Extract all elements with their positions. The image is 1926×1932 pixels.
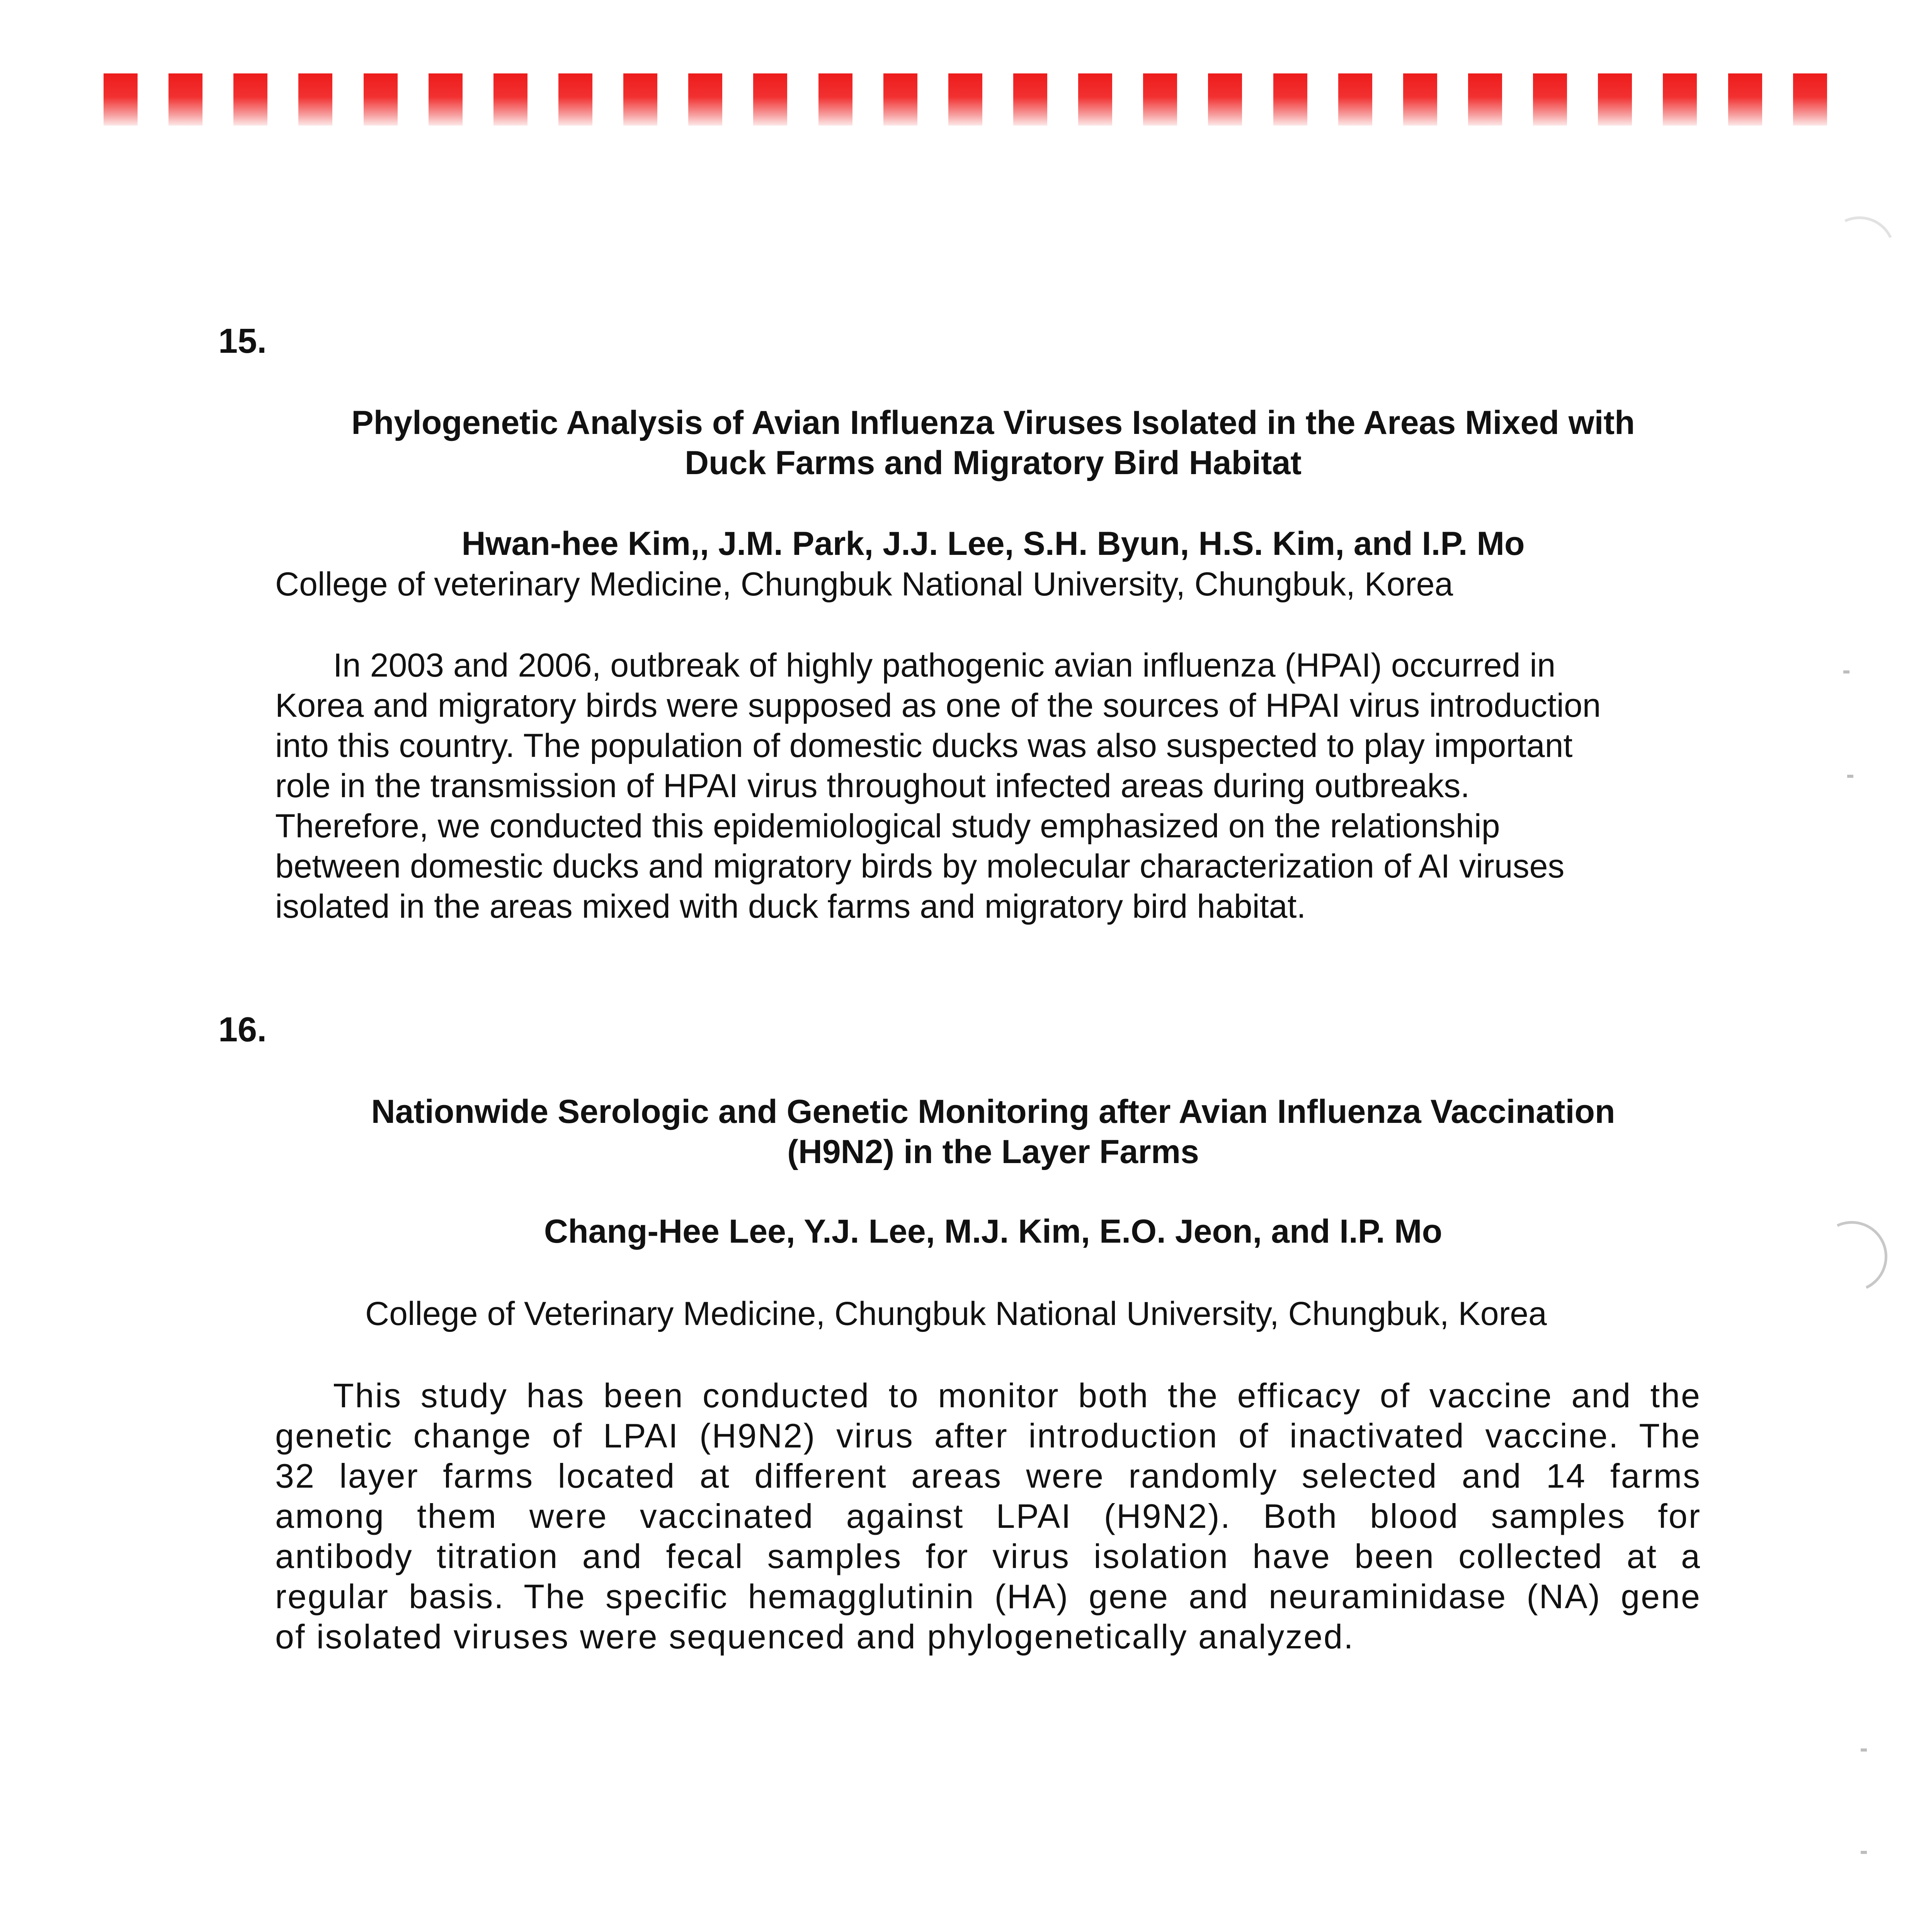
- header-tab: [298, 73, 332, 126]
- abstract-line: into this country. The population of domestic ducks was also suspected to play important: [275, 727, 1573, 764]
- header-tab: [1403, 73, 1437, 126]
- binder-hole-mark: [1814, 206, 1905, 298]
- abstract-line: This study has been conducted to monitor both the efficacy of vaccine and the: [333, 1376, 1701, 1415]
- title-line: (H9N2) in the Layer Farms: [787, 1133, 1199, 1170]
- header-tab: [623, 73, 657, 126]
- header-tab: [1273, 73, 1307, 126]
- abstract-line: isolated in the areas mixed with duck farms and migratory bird habitat.: [275, 888, 1306, 925]
- abstract-line: genetic change of LPAI (H9N2) virus after introduction of inactivated vaccine. The: [275, 1417, 1701, 1455]
- header-tab: [1663, 73, 1697, 126]
- header-tab: [688, 73, 722, 126]
- header-tab: [558, 73, 592, 126]
- header-tab: [818, 73, 852, 126]
- section-abstract: [275, 1376, 1701, 1657]
- header-tab: [948, 73, 982, 126]
- header-tab: [1338, 73, 1372, 126]
- header-tab: [1078, 73, 1112, 126]
- abstract-line: 32 layer farms located at different areas were randomly selected and 14 farms: [275, 1457, 1701, 1495]
- abstract-line: of isolated viruses were sequenced and phylogenetically analyzed.: [275, 1617, 1354, 1656]
- edge-mark: [1861, 1851, 1867, 1854]
- section-affiliation: College of Veterinary Medicine, Chungbuk National University, Chungbuk, Korea: [365, 1295, 1547, 1332]
- header-tab: [1598, 73, 1632, 126]
- section-authors: Chang-Hee Lee, Y.J. Lee, M.J. Kim, E.O. Jeon, and I.P. Mo: [544, 1213, 1443, 1250]
- title-line: Duck Farms and Migratory Bird Habitat: [684, 444, 1302, 481]
- header-tab: [1013, 73, 1047, 126]
- header-tab: [1208, 73, 1242, 126]
- abstract-line: among them were vaccinated against LPAI (H9N2). Both blood samples for: [275, 1497, 1701, 1535]
- header-tab: [168, 73, 202, 126]
- header-tab: [1468, 73, 1502, 126]
- abstract-line: In 2003 and 2006, outbreak of highly pathogenic avian influenza (HPAI) occurred in: [333, 647, 1556, 684]
- section-number: 16.: [218, 1010, 267, 1049]
- edge-mark: [1861, 1748, 1867, 1752]
- section-number: 15.: [218, 322, 267, 361]
- binder-hole-mark: [1806, 1211, 1897, 1302]
- section-authors: Hwan-hee Kim,, J.M. Park, J.J. Lee, S.H. Byun, H.S. Kim, and I.P. Mo: [461, 525, 1525, 562]
- abstract-line: between domestic ducks and migratory birds by molecular characterization of AI viruses: [275, 848, 1565, 885]
- section-title: [271, 1092, 1716, 1172]
- title-line: Nationwide Serologic and Genetic Monitoring after Avian Influenza Vaccination: [371, 1093, 1615, 1130]
- header-tab: [364, 73, 398, 126]
- header-tab: [233, 73, 267, 126]
- edge-mark: [1843, 670, 1849, 673]
- header-tab-strip: [104, 73, 1827, 126]
- abstract-line: Therefore, we conducted this epidemiological study emphasized on the relationship: [275, 808, 1500, 845]
- section-title: [271, 403, 1716, 483]
- section-abstract: [275, 645, 1705, 927]
- title-line: Phylogenetic Analysis of Avian Influenza Viruses Isolated in the Areas Mixed with: [351, 404, 1635, 441]
- header-tab: [883, 73, 917, 126]
- header-tab: [1533, 73, 1567, 126]
- abstract-line: Korea and migratory birds were supposed as one of the sources of HPAI virus introduction: [275, 687, 1601, 724]
- header-tab: [1793, 73, 1827, 126]
- header-tab: [1143, 73, 1177, 126]
- edge-mark: [1847, 775, 1853, 778]
- abstract-line: regular basis. The specific hemagglutinin (HA) gene and neuraminidase (NA) gene: [275, 1577, 1701, 1616]
- header-tab: [1728, 73, 1762, 126]
- header-tab: [429, 73, 463, 126]
- header-tab: [753, 73, 787, 126]
- abstract-line: antibody titration and fecal samples for virus isolation have been collected at a: [275, 1537, 1701, 1575]
- header-tab: [493, 73, 527, 126]
- section-affiliation: College of veterinary Medicine, Chungbuk National University, Chungbuk, Korea: [275, 566, 1453, 603]
- header-tab: [104, 73, 138, 126]
- abstract-line: role in the transmission of HPAI virus throughout infected areas during outbreaks.: [275, 767, 1470, 804]
